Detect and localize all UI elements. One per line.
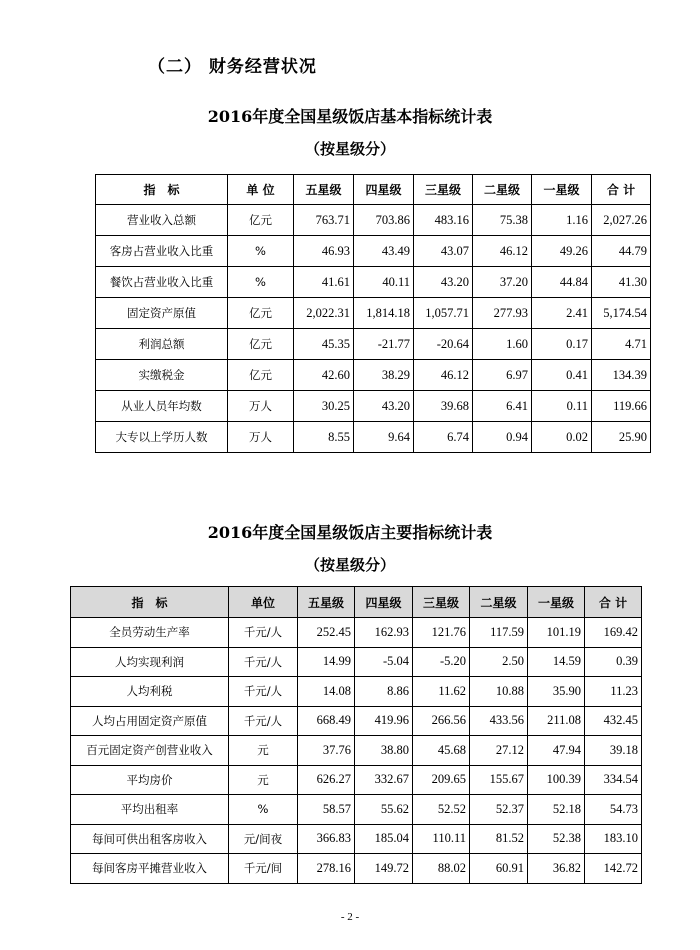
value-cell: 0.41	[532, 360, 592, 391]
value-cell: -5.20	[413, 647, 470, 677]
value-cell: 183.10	[585, 824, 642, 854]
value-cell: 252.45	[298, 618, 355, 648]
value-cell: 41.30	[592, 267, 651, 298]
table-row	[71, 706, 642, 736]
value-cell: 39.18	[585, 736, 642, 766]
column-header: 三星级	[413, 587, 470, 618]
indicator-cell: 人均占用固定资产原值	[71, 706, 229, 736]
table-row	[71, 854, 642, 884]
column-header: 单位	[229, 587, 298, 618]
value-cell: -5.04	[355, 647, 413, 677]
value-cell: 14.08	[298, 677, 355, 707]
indicator-cell: 平均出租率	[71, 795, 229, 825]
indicator-cell: 固定资产原值	[96, 298, 228, 329]
value-cell: 1.16	[532, 205, 592, 236]
table-row	[96, 205, 651, 236]
value-cell: 27.12	[470, 736, 528, 766]
value-cell: -21.77	[354, 329, 414, 360]
value-cell: 88.02	[413, 854, 470, 884]
value-cell: 155.67	[470, 765, 528, 795]
value-cell: 101.19	[528, 618, 585, 648]
unit-cell: 亿元	[228, 298, 294, 329]
value-cell: 30.25	[294, 391, 354, 422]
table-row	[96, 267, 651, 298]
unit-cell: 元	[229, 765, 298, 795]
value-cell: 142.72	[585, 854, 642, 884]
table2-header-row	[71, 587, 642, 618]
indicator-cell: 每间客房平摊营业收入	[71, 854, 229, 884]
main-indicators-table	[70, 586, 642, 884]
column-header: 二星级	[473, 175, 532, 205]
unit-cell: 元/间夜	[229, 824, 298, 854]
indicator-cell: 每间可供出租客房收入	[71, 824, 229, 854]
value-cell: 43.20	[354, 391, 414, 422]
value-cell: 0.39	[585, 647, 642, 677]
value-cell: 110.11	[413, 824, 470, 854]
value-cell: 38.29	[354, 360, 414, 391]
column-header: 二星级	[470, 587, 528, 618]
value-cell: 2,027.26	[592, 205, 651, 236]
column-header: 五星级	[298, 587, 355, 618]
unit-cell: 元	[229, 736, 298, 766]
value-cell: 0.17	[532, 329, 592, 360]
value-cell: 14.99	[298, 647, 355, 677]
table-row	[96, 236, 651, 267]
section-title: （二） 财务经营状况	[148, 57, 317, 77]
value-cell: 46.12	[414, 360, 473, 391]
indicator-cell: 百元固定资产创营业收入	[71, 736, 229, 766]
value-cell: 211.08	[528, 706, 585, 736]
value-cell: 44.79	[592, 236, 651, 267]
value-cell: 134.39	[592, 360, 651, 391]
value-cell: 668.49	[298, 706, 355, 736]
unit-cell: 万人	[228, 422, 294, 453]
table-row	[96, 329, 651, 360]
value-cell: 9.64	[354, 422, 414, 453]
value-cell: 14.59	[528, 647, 585, 677]
value-cell: 169.42	[585, 618, 642, 648]
column-header: 一星级	[532, 175, 592, 205]
indicator-cell: 全员劳动生产率	[71, 618, 229, 648]
value-cell: 58.57	[298, 795, 355, 825]
value-cell: 55.62	[355, 795, 413, 825]
value-cell: 162.93	[355, 618, 413, 648]
value-cell: 11.62	[413, 677, 470, 707]
value-cell: 1.60	[473, 329, 532, 360]
value-cell: 52.38	[528, 824, 585, 854]
value-cell: 10.88	[470, 677, 528, 707]
value-cell: 52.37	[470, 795, 528, 825]
column-header: 合 计	[592, 175, 651, 205]
value-cell: 35.90	[528, 677, 585, 707]
value-cell: 6.74	[414, 422, 473, 453]
unit-cell: 亿元	[228, 329, 294, 360]
unit-cell: 千元/人	[229, 618, 298, 648]
value-cell: 43.49	[354, 236, 414, 267]
value-cell: 38.80	[355, 736, 413, 766]
unit-cell: 千元/人	[229, 647, 298, 677]
table2-title: 2016年度全国星级饭店主要指标统计表	[207, 523, 493, 542]
value-cell: 45.35	[294, 329, 354, 360]
value-cell: 8.86	[355, 677, 413, 707]
value-cell: 2.41	[532, 298, 592, 329]
indicator-cell: 从业人员年均数	[96, 391, 228, 422]
table-row	[96, 298, 651, 329]
indicator-cell: 人均实现利润	[71, 647, 229, 677]
column-header: 四星级	[355, 587, 413, 618]
value-cell: 366.83	[298, 824, 355, 854]
value-cell: 41.61	[294, 267, 354, 298]
table-row	[96, 391, 651, 422]
table2-subtitle: （按星级分）	[304, 556, 395, 574]
value-cell: 277.93	[473, 298, 532, 329]
value-cell: 1,814.18	[354, 298, 414, 329]
value-cell: 278.16	[298, 854, 355, 884]
indicator-cell: 餐饮占营业收入比重	[96, 267, 228, 298]
value-cell: 4.71	[592, 329, 651, 360]
table-row	[71, 736, 642, 766]
value-cell: 0.94	[473, 422, 532, 453]
column-header: 单 位	[228, 175, 294, 205]
value-cell: 763.71	[294, 205, 354, 236]
table-row	[71, 618, 642, 648]
unit-cell: 亿元	[228, 360, 294, 391]
column-header: 合 计	[585, 587, 642, 618]
table-row	[71, 765, 642, 795]
value-cell: 483.16	[414, 205, 473, 236]
value-cell: 433.56	[470, 706, 528, 736]
value-cell: 1,057.71	[414, 298, 473, 329]
column-header: 五星级	[294, 175, 354, 205]
table1-subtitle: （按星级分）	[304, 140, 395, 158]
value-cell: 209.65	[413, 765, 470, 795]
value-cell: 703.86	[354, 205, 414, 236]
column-header: 一星级	[528, 587, 585, 618]
unit-cell: %	[228, 236, 294, 267]
value-cell: 100.39	[528, 765, 585, 795]
value-cell: 25.90	[592, 422, 651, 453]
value-cell: 8.55	[294, 422, 354, 453]
unit-cell: 千元/间	[229, 854, 298, 884]
column-header: 三星级	[414, 175, 473, 205]
value-cell: 185.04	[355, 824, 413, 854]
value-cell: 52.52	[413, 795, 470, 825]
value-cell: 0.02	[532, 422, 592, 453]
value-cell: 5,174.54	[592, 298, 651, 329]
value-cell: 54.73	[585, 795, 642, 825]
value-cell: 6.41	[473, 391, 532, 422]
value-cell: 39.68	[414, 391, 473, 422]
table-row	[96, 360, 651, 391]
table1-header-row	[96, 175, 651, 205]
value-cell: 52.18	[528, 795, 585, 825]
indicator-cell: 平均房价	[71, 765, 229, 795]
table-row	[71, 647, 642, 677]
value-cell: 419.96	[355, 706, 413, 736]
column-header: 指 标	[71, 587, 229, 618]
value-cell: 0.11	[532, 391, 592, 422]
value-cell: 46.93	[294, 236, 354, 267]
unit-cell: 千元/人	[229, 677, 298, 707]
value-cell: 149.72	[355, 854, 413, 884]
value-cell: 44.84	[532, 267, 592, 298]
unit-cell: 万人	[228, 391, 294, 422]
value-cell: 266.56	[413, 706, 470, 736]
table1-body	[96, 205, 651, 453]
value-cell: 40.11	[354, 267, 414, 298]
value-cell: 121.76	[413, 618, 470, 648]
indicator-cell: 营业收入总额	[96, 205, 228, 236]
indicator-cell: 客房占营业收入比重	[96, 236, 228, 267]
column-header: 指 标	[96, 175, 228, 205]
value-cell: 36.82	[528, 854, 585, 884]
table-row	[71, 824, 642, 854]
value-cell: 432.45	[585, 706, 642, 736]
value-cell: 45.68	[413, 736, 470, 766]
value-cell: 332.67	[355, 765, 413, 795]
value-cell: 43.20	[414, 267, 473, 298]
unit-cell: 千元/人	[229, 706, 298, 736]
value-cell: 6.97	[473, 360, 532, 391]
value-cell: 75.38	[473, 205, 532, 236]
indicator-cell: 人均利税	[71, 677, 229, 707]
value-cell: 47.94	[528, 736, 585, 766]
value-cell: 46.12	[473, 236, 532, 267]
indicator-cell: 实缴税金	[96, 360, 228, 391]
table-row	[96, 422, 651, 453]
table-row	[71, 795, 642, 825]
indicator-cell: 大专以上学历人数	[96, 422, 228, 453]
column-header: 四星级	[354, 175, 414, 205]
indicator-cell: 利润总额	[96, 329, 228, 360]
value-cell: 2.50	[470, 647, 528, 677]
value-cell: 626.27	[298, 765, 355, 795]
page-number: - 2 -	[340, 911, 360, 923]
value-cell: 43.07	[414, 236, 473, 267]
value-cell: 334.54	[585, 765, 642, 795]
table2-body	[71, 618, 642, 884]
value-cell: 119.66	[592, 391, 651, 422]
table1-title: 2016年度全国星级饭店基本指标统计表	[207, 107, 493, 126]
value-cell: 49.26	[532, 236, 592, 267]
value-cell: 2,022.31	[294, 298, 354, 329]
value-cell: -20.64	[414, 329, 473, 360]
value-cell: 117.59	[470, 618, 528, 648]
unit-cell: %	[228, 267, 294, 298]
value-cell: 11.23	[585, 677, 642, 707]
value-cell: 42.60	[294, 360, 354, 391]
value-cell: 81.52	[470, 824, 528, 854]
value-cell: 60.91	[470, 854, 528, 884]
unit-cell: %	[229, 795, 298, 825]
value-cell: 37.20	[473, 267, 532, 298]
basic-indicators-table	[95, 174, 651, 453]
table-row	[71, 677, 642, 707]
unit-cell: 亿元	[228, 205, 294, 236]
value-cell: 37.76	[298, 736, 355, 766]
